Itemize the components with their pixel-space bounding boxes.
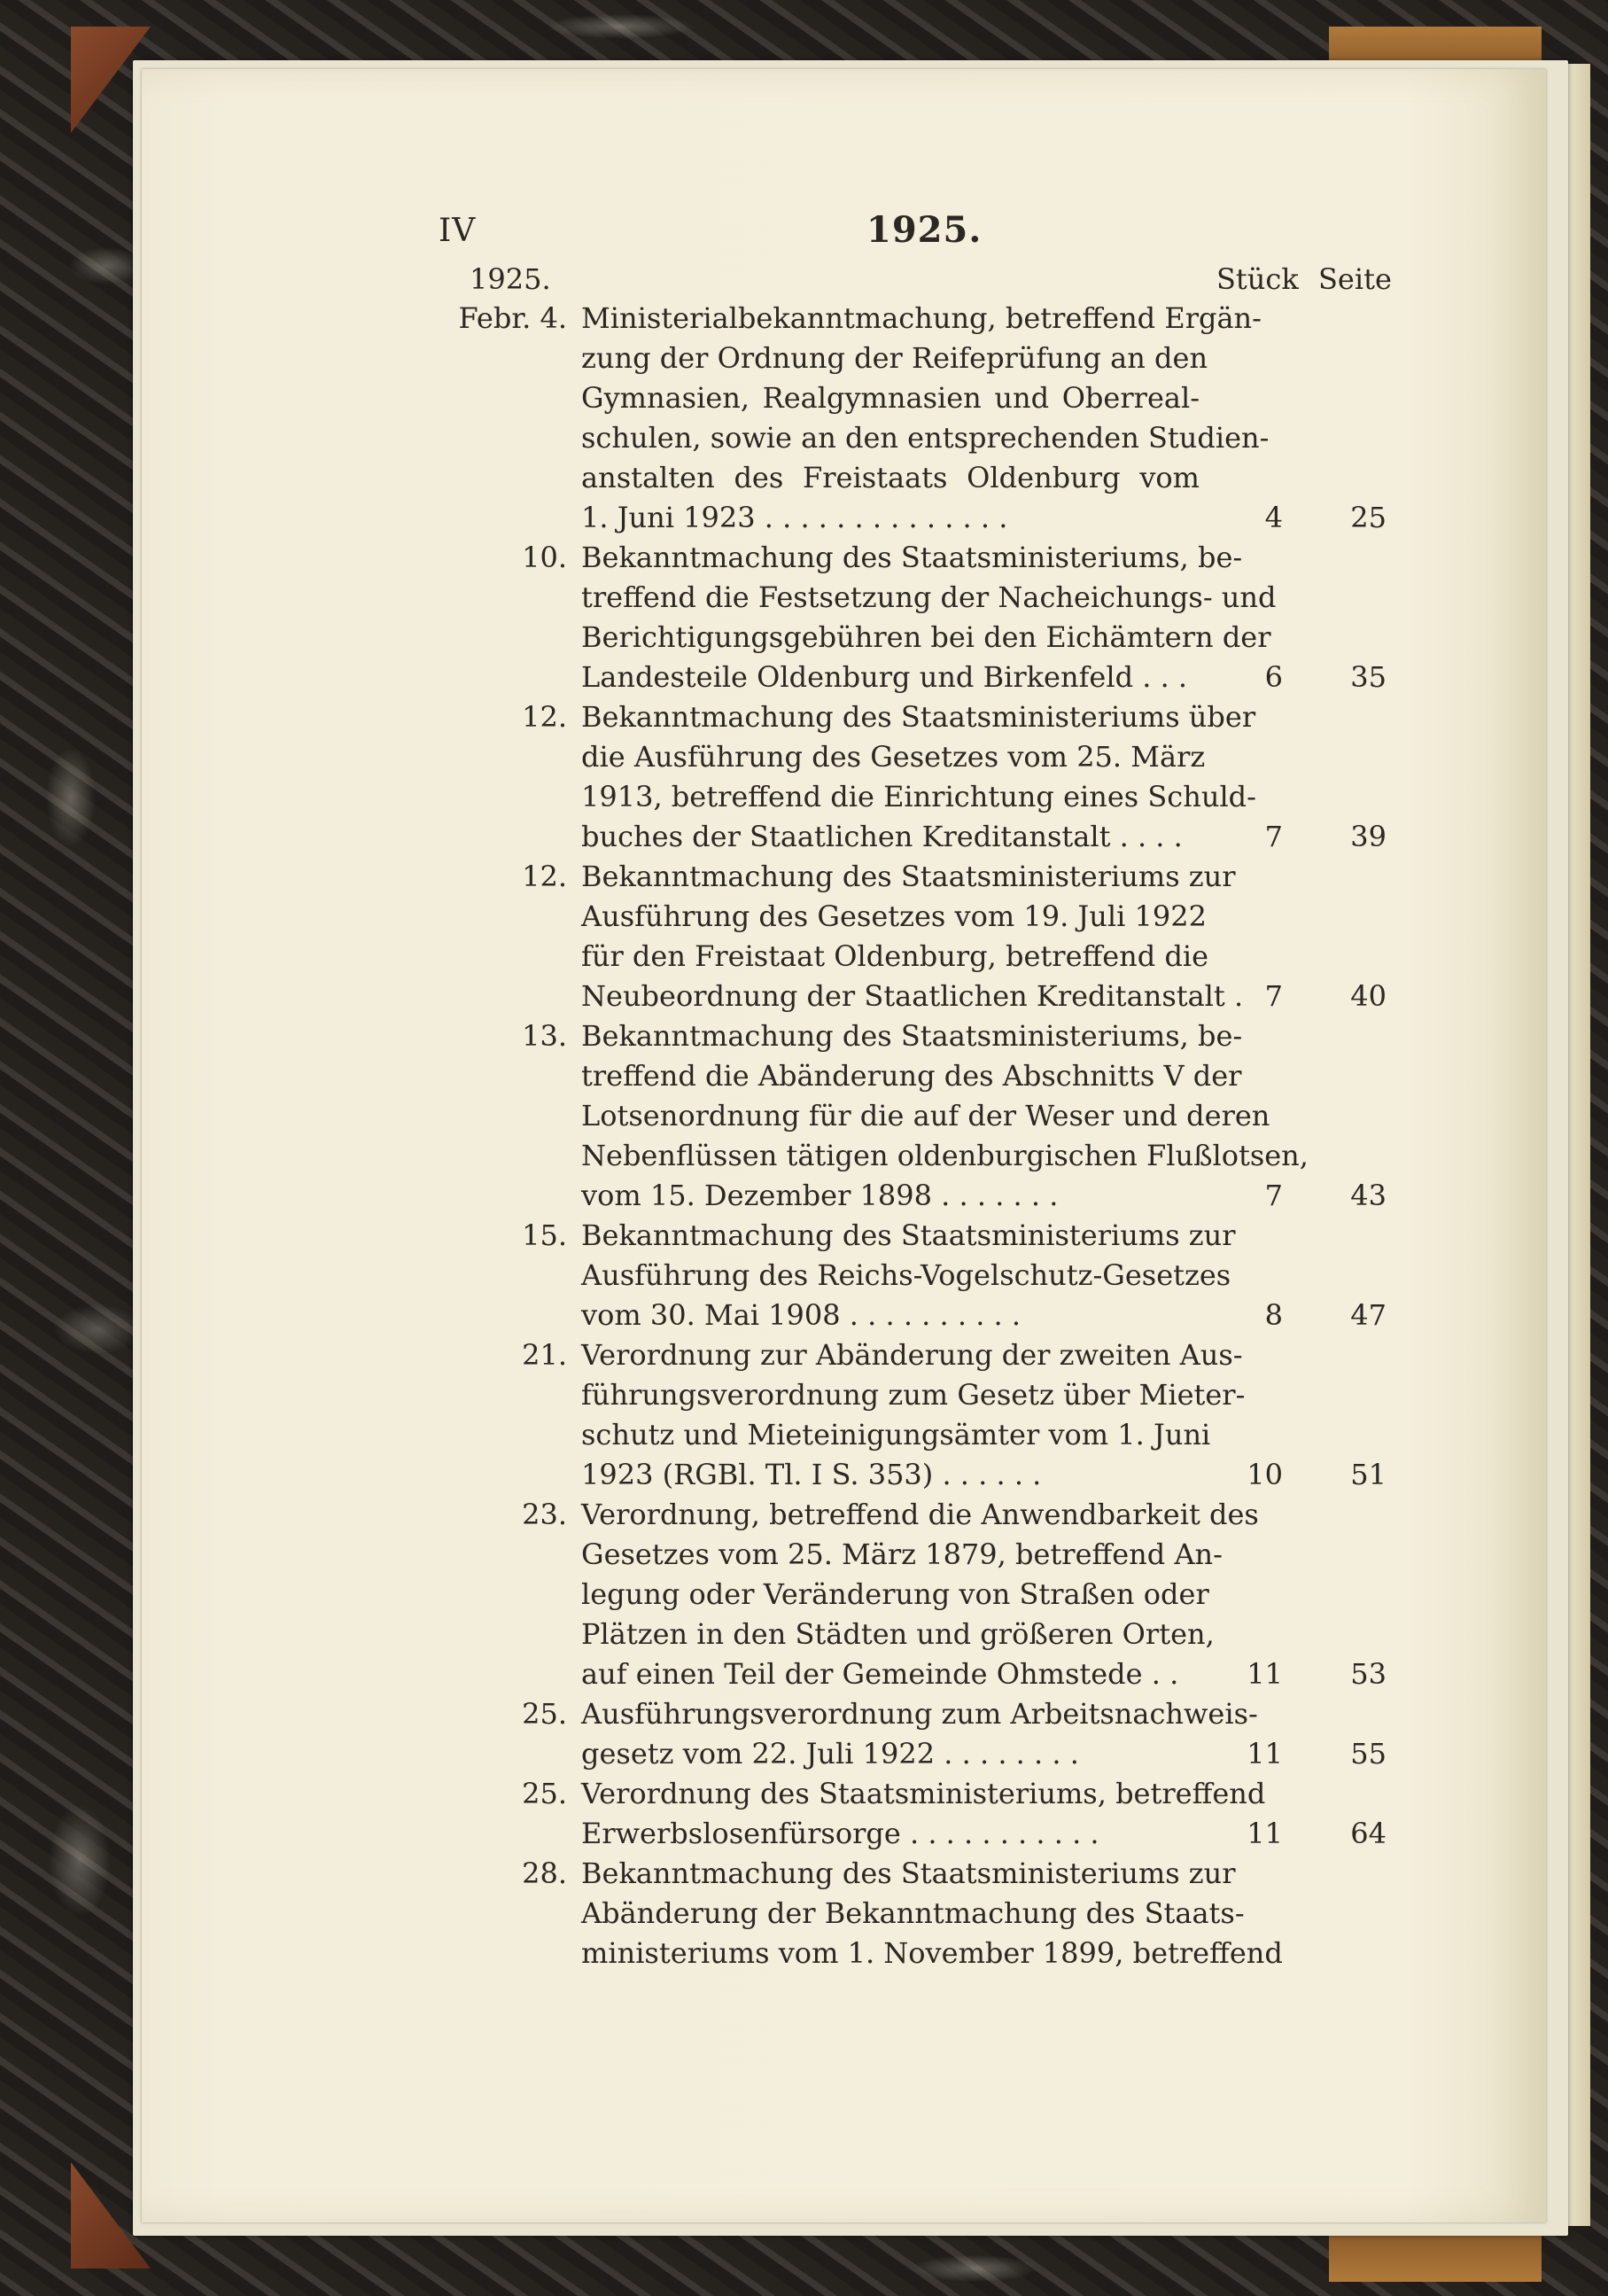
entry-text-line: Gesetzes vom 25. März 1879, betreffend An-: [581, 1537, 1223, 1571]
entry-text-line: Bekanntmachung des Staatsministeriums zur: [581, 860, 1236, 893]
entry-seite: 64: [1350, 1817, 1387, 1850]
entry-text-line: Bekanntmachung des Staatsministeriums zur: [581, 1218, 1236, 1252]
entry-text-line: Bekanntmachung des Staatsministeriums, be-: [581, 1019, 1243, 1053]
entry-text-line: buches der Staatlichen Kreditanstalt . . . .: [581, 820, 1183, 853]
entry-text-line: Gymnasien, Realgymnasien und Oberreal-: [581, 381, 1200, 415]
entry-text-line: gesetz vom 22. Juli 1922 . . . . . . . .: [581, 1737, 1079, 1771]
entry-text-line: Bekanntmachung des Staatsministeriums über: [581, 700, 1256, 734]
entry-text-line: ministeriums vom 1. November 1899, betreffend: [581, 1936, 1283, 1970]
entry-text-line: Ausführung des Reichs-Vogelschutz-Gesetzes: [581, 1258, 1231, 1292]
entry-seite: 35: [1350, 660, 1387, 694]
entry-stueck: 7: [1264, 979, 1283, 1013]
entry-date: 12.: [522, 860, 567, 893]
entry-text-line: Berichtigungsgebühren bei den Eichämtern der: [581, 620, 1271, 654]
entry-date: 13.: [522, 1019, 567, 1053]
entry-text-line: Abänderung der Bekanntmachung des Staats-: [581, 1896, 1245, 1930]
entry-date: 28.: [522, 1856, 567, 1890]
entry-text-line: vom 30. Mai 1908 . . . . . . . . . .: [581, 1298, 1022, 1332]
entry-text-line: Ministerialbekanntmachung, betreffend Ergän-: [581, 301, 1262, 335]
entry-text-line: treffend die Festsetzung der Nacheichungs- und: [581, 580, 1277, 614]
entry-seite: 51: [1350, 1458, 1387, 1491]
entry-text-line: zung der Ordnung der Reifeprüfung an den: [581, 341, 1208, 375]
entry-text-line: Ausführung des Gesetzes vom 19. Juli 1922: [581, 899, 1207, 933]
entry-date: 23.: [522, 1498, 567, 1531]
entry-date: 25.: [522, 1777, 567, 1810]
entry-stueck: 4: [1264, 501, 1283, 534]
entry-stueck: 8: [1264, 1298, 1283, 1332]
entry-stueck: 7: [1264, 1179, 1283, 1212]
entry-date: 25.: [522, 1697, 567, 1731]
entry-stueck: 11: [1247, 1737, 1283, 1771]
entry-text-line: anstalten des Freistaats Oldenburg vom: [581, 461, 1200, 494]
entry-text-line: Neubeordnung der Staatlichen Kreditanstalt .: [581, 979, 1244, 1013]
entry-text-line: Verordnung, betreffend die Anwendbarkeit des: [581, 1498, 1259, 1531]
entry-stueck: 6: [1264, 660, 1283, 694]
entry-text-line: Ausführungsverordnung zum Arbeitsnachweis-: [581, 1697, 1258, 1731]
entry-date: 12.: [522, 700, 567, 734]
entry-text-line: 1923 (RGBl. Tl. I S. 353) . . . . . .: [581, 1458, 1042, 1491]
entry-text-line: Nebenflüssen tätigen oldenburgischen Flußlotsen,: [581, 1139, 1309, 1172]
leather-corner-bottom-right: [1329, 2233, 1542, 2282]
entry-date: Febr. 4.: [458, 301, 567, 335]
entry-stueck: 10: [1247, 1458, 1283, 1491]
entry-seite: 43: [1350, 1179, 1387, 1212]
column-header-stueck: Stück: [1216, 262, 1299, 296]
entry-stueck: 7: [1264, 820, 1283, 853]
entry-seite: 53: [1350, 1657, 1387, 1691]
entry-text-line: Bekanntmachung des Staatsministeriums zur: [581, 1856, 1236, 1890]
entry-text-line: Bekanntmachung des Staatsministeriums, be-: [581, 541, 1243, 574]
entry-text-line: 1. Juni 1923 . . . . . . . . . . . . . .: [581, 501, 1008, 534]
entry-text-line: für den Freistaat Oldenburg, betreffend die: [581, 939, 1209, 973]
entry-text-line: 1913, betreffend die Einrichtung eines Schuld-: [581, 780, 1256, 813]
column-header-year: 1925.: [470, 262, 551, 296]
page-title: 1925.: [866, 209, 983, 251]
entry-text-line: Verordnung des Staatsministeriums, betreffend: [581, 1777, 1266, 1810]
entry-text-line: vom 15. Dezember 1898 . . . . . . .: [581, 1179, 1059, 1212]
entry-text-line: schulen, sowie an den entsprechenden Studien-: [581, 421, 1270, 455]
entry-text-line: schutz und Mieteinigungsämter vom 1. Juni: [581, 1418, 1211, 1452]
entry-date: 15.: [522, 1218, 567, 1252]
entry-seite: 39: [1350, 820, 1387, 853]
entry-text-line: die Ausführung des Gesetzes vom 25. März: [581, 740, 1206, 774]
entry-date: 10.: [522, 541, 567, 574]
entry-seite: 55: [1350, 1737, 1387, 1771]
entry-stueck: 11: [1247, 1817, 1283, 1850]
column-header-seite: Seite: [1318, 262, 1392, 296]
entry-text-line: führungsverordnung zum Gesetz über Mieter-: [581, 1378, 1246, 1412]
entry-text-line: legung oder Veränderung von Straßen oder: [581, 1577, 1209, 1611]
entry-text-line: treffend die Abänderung des Abschnitts V der: [581, 1059, 1242, 1093]
entry-seite: 40: [1350, 979, 1387, 1013]
entry-stueck: 11: [1247, 1657, 1283, 1691]
entry-date: 21.: [522, 1338, 567, 1372]
entry-text-line: auf einen Teil der Gemeinde Ohmstede . .: [581, 1657, 1179, 1691]
entry-seite: 25: [1350, 501, 1387, 534]
entry-seite: 47: [1350, 1298, 1387, 1332]
page-number: IV: [439, 213, 477, 249]
entry-text-line: Verordnung zur Abänderung der zweiten Aus-: [581, 1338, 1243, 1372]
entry-text-line: Plätzen in den Städten und größeren Orten,: [581, 1617, 1215, 1651]
entry-text-line: Landesteile Oldenburg und Birkenfeld . . .: [581, 660, 1188, 694]
entry-text-line: Erwerbslosenfürsorge . . . . . . . . . . .: [581, 1817, 1099, 1850]
entry-text-line: Lotsenordnung für die auf der Weser und deren: [581, 1099, 1270, 1132]
